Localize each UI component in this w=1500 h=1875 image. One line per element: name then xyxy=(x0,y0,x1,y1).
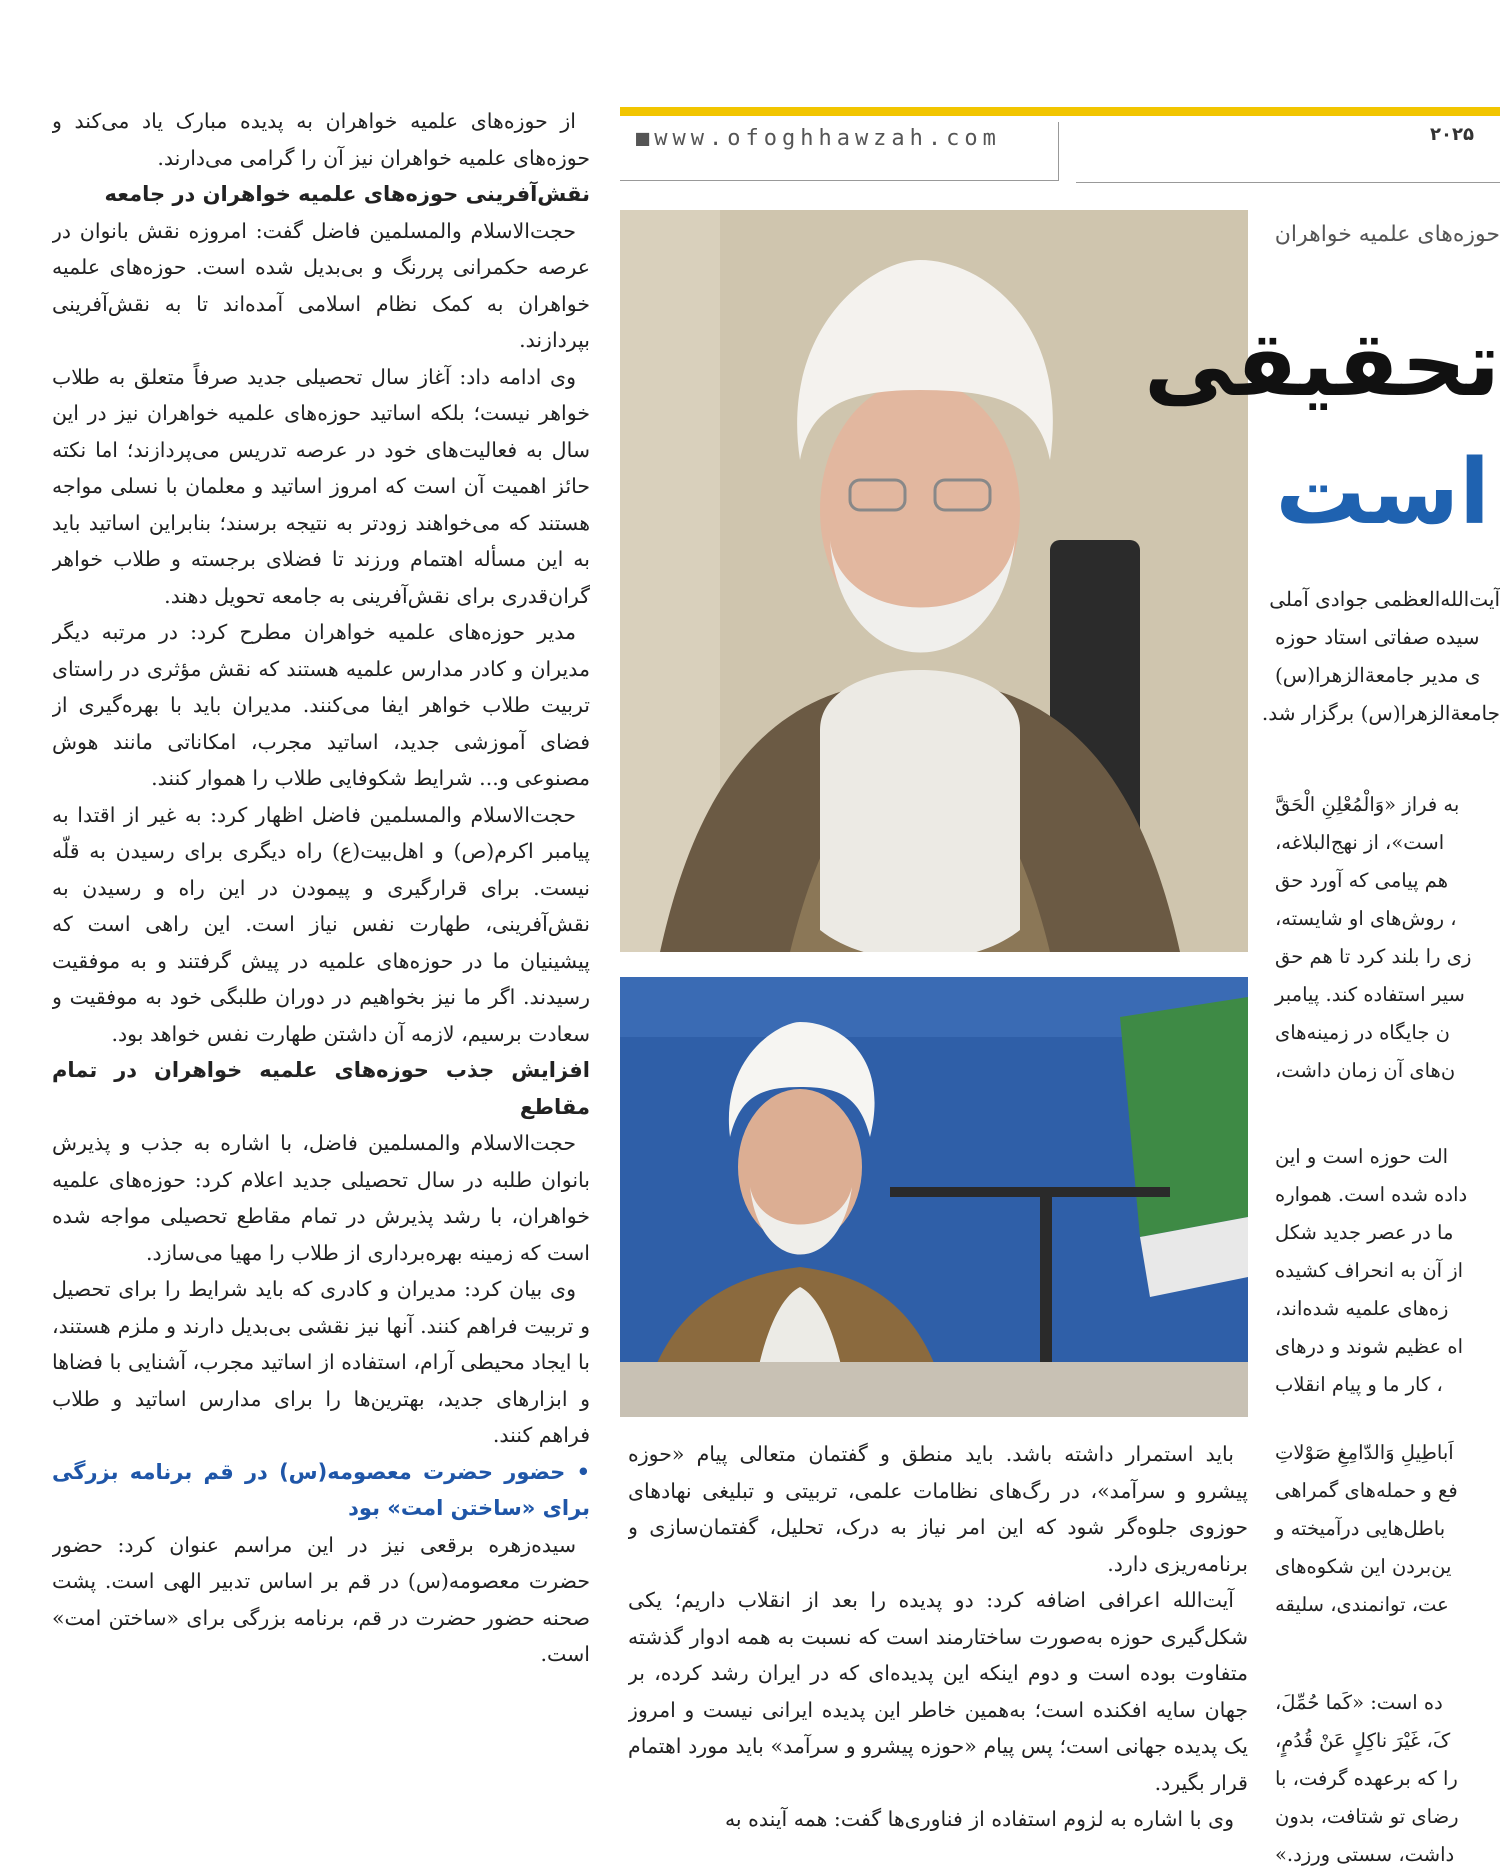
paragraph: حجت‌الاسلام والمسلمین فاضل گفت: امروزه نقش بانوان در عرصه حکمرانی پررنگ و بی‌بدیل شده است. حوزه‌های علمیه خواهران به کمک نظام اسلامی آمده‌اند تا به نقش‌آفرینی بپردازند. xyxy=(52,218,590,352)
website-url[interactable]: ■www.ofoghhawzah.com xyxy=(636,126,1001,151)
issue-date: ۲۰۲۵ xyxy=(1430,124,1474,145)
paragraph: وی بیان کرد: مدیران و کادری که باید شرایط را برای تحصیل و تربیت فراهم کنند. آنها نیز نقشی بی‌بدیل دارند و ملزم هستند، با ایجاد محیطی آرام، استفاده از اساتید مجرب، آشنایی با فضاها و ابزارهای جدید، بهترین‌ها را برای مدارس اساتید و طلاب فراهم کنند. xyxy=(52,1277,590,1447)
subheading: افزایش جذب حوزه‌های علمیه خواهران در تمام مقاطع xyxy=(52,1058,590,1119)
paragraph: حجت‌الاسلام والمسلمین فاضل اظهار کرد: به غیر از اقتدا به پیامبر اکرم(ص) و اهل‌بیت(ع) راه دیگری برای رسیدن به قلّه نیست. برای قرارگیری و پیمودن در این راه و رسیدن به نقش‌آفرینی، طهارت نفس نیاز است. این راهی است که پیشینیان ما در حوزه‌های علمیه در پیش گرفتند و به موفقیت رسیدند. اگر ما نیز بخواهیم در دوران طلبگی خود به موفقیت و سعادت برسیم، لازمه آن داشتن طهارت نفس خواهد بود. xyxy=(52,802,590,1046)
paragraph: سیده‌زهره برقعی نیز در این مراسم عنوان کرد: حضور حضرت معصومه(س) در قم بر اساس تدبیر الهی است. پشت صحنه حضور حضرت در قم، برنامه بزرگی برای «ساختن امت» است. xyxy=(52,1532,590,1666)
photo-speaker-cleric xyxy=(620,977,1248,1417)
bullet-heading: • حضور حضرت معصومه(س) در قم برنامه بزرگی برای «ساختن امت» بود xyxy=(52,1459,590,1520)
paragraph: مدیر حوزه‌های علمیه خواهران مطرح کرد: در مرتبه دیگر مدیران و کادر مدارس علمیه هستند که نقش مؤثری در راستای تربیت طلاب خواهر ایفا می‌کنند. مدیران باید با بهره‌گیری از فضای آموزشی جدید، اساتید مجرب، امکاناتی مانند هوش مصنوعی و... شرایط شکوفایی طلاب را هموار کنند. xyxy=(52,620,590,790)
paragraph: از حوزه‌های علمیه خواهران به پدیده مبارک یاد می‌کند و حوزه‌های علمیه خواهران نیز آن را گرامی می‌دارند. xyxy=(52,109,590,170)
paragraph: وی با اشاره به لزوم استفاده از فناوری‌ها گفت: همه آینده به xyxy=(724,1807,1234,1831)
paragraph: وی ادامه داد: آغاز سال تحصیلی جدید صرفاً متعلق به طلاب خواهر نیست؛ بلکه اساتید حوزه‌های علمیه خواهران نیز در این سال به فعالیت‌های خود در عرصه تدریس می‌پردازند؛ اما نکته حائز اهمیت آن است که امروز اساتید و معلمان با نسلی مواجه هستند که می‌خواهند زودتر به نتیجه برسند؛ بنابراین اساتید باید به این مسأله اهتمام ورزند تا فضلای برجسته و طلاب خواهر گران‌قدری برای نقش‌آفرینی به جامعه تحویل دهند. xyxy=(52,364,590,608)
paragraph: باید استمرار داشته باشد. باید منطق و گفتمان متعالی پیام «حوزه پیشرو و سرآمد»، در رگ‌های نظامات علمی، تربیتی و تبلیغی نهادهای حوزوی جلوه‌گر شود که این امر نیاز به درک، تحلیل، گفتمان‌سازی و برنامه‌ریزی دارد. xyxy=(628,1442,1248,1576)
header-divider xyxy=(1076,182,1500,183)
subheading: نقش‌آفرینی حوزه‌های علمیه خواهران در جامعه xyxy=(104,182,590,206)
paragraph: آیت‌الله اعرافی اضافه کرد: دو پدیده را بعد از انقلاب داریم؛ یکی شکل‌گیری حوزه به‌صورت ساختارمند است که نسبت به همه ادوار گذشته متفاوت بوده است و دوم اینکه این پدیده‌ای که در ایران رشد کرده، بر جهان سایه افکنده است؛ به‌همین خاطر این پدیده ایرانی نیست و امروز یک پدیده جهانی است؛ پس پیام «حوزه پیشرو و سرآمد» باید مورد اهتمام قرار بگیرد. xyxy=(628,1588,1248,1795)
left-article-column xyxy=(52,103,590,1862)
speaker-illustration xyxy=(620,977,1248,1417)
paragraph: حجت‌الاسلام والمسلمین فاضل، با اشاره به جذب و پذیرش بانوان طلبه در سال تحصیلی جدید اعلام کرد: حوزه‌های علمیه خواهران، با رشد پذیرش در تمام مقاطع تحصیلی مواجه شده است که زمینه بهره‌برداری از طلاب را مهیا می‌سازد. xyxy=(52,1131,590,1265)
right-cropped-column: حوزه‌های علمیه خواهران تحقیقی است آیت‌الله‌العظمی جوادی آملی سیده صفاتی استاد حوزه ی مدیر جامعة‌الزهرا(س) جامعة‌الزهرا(س) برگزار شد. به فراز «وَالْمُعْلِنِ الْحَقَّ است»، از نهج‌البلاغه، هم پیامی که آورد حق ، روش‌های او شایسته، زی را بلند کرد تا هم حق سیر استفاده کند. پیامبر ن جایگاه در زمینه‌های ن‌های آن زمان داشت، الت حوزه است و این داده شده است. همواره ما در عصر جدید شکل از آن به انحراف کشیده زه‌های علمیه شده‌اند، اه عظیم شوند و درهای ، کار ما و پیام انقلاب اَباطِیلِ وَالدّامِغِ صَوْلاتِ فع و حمله‌های گمراهی باطل‌هایی درآمیخته و ین‌بردن این شکوه‌های عت، توانمندی، سلیقه ده است: «کَما حُمِّلَ، کَ، غَیْرَ ناکِلٍ عَنْ قُدُمٍ، را که برعهده گرفت، با رضای تو شتافت، بدون داشت، سستی ورزد.» xyxy=(1143,222,1500,1866)
header-yellow-bar xyxy=(620,107,1500,116)
middle-article-column xyxy=(628,1436,1248,1862)
